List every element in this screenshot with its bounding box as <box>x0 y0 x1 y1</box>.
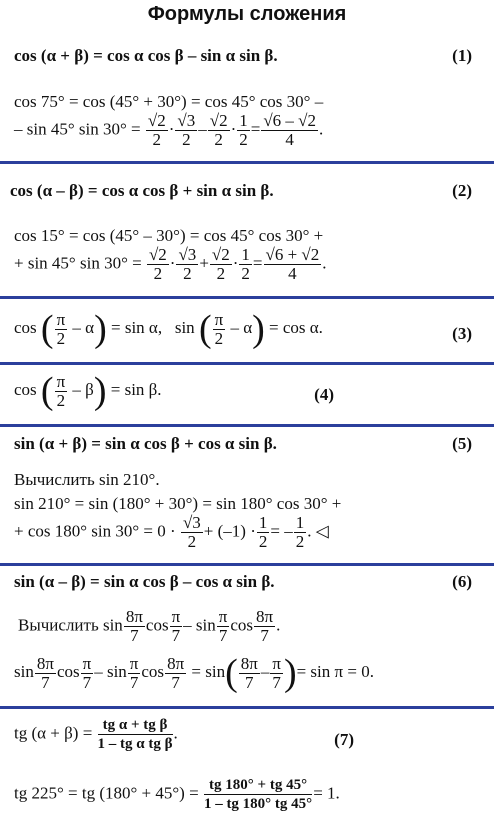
divider <box>0 161 494 164</box>
formula-6-section <box>14 572 484 592</box>
formula-5: sin (α + β) = sin α cos β + cos α sin β. <box>14 434 277 453</box>
formula-2: cos (α – β) = cos α cos β + sin α sin β. <box>10 181 274 200</box>
formula-3-number: (3) <box>452 324 472 343</box>
example-1-text: – sin 45° sin 30° = <box>14 119 141 139</box>
example-2-text: + sin 45° sin 30° = <box>14 253 142 273</box>
formula-2-section <box>10 181 484 201</box>
example-1-line-2: – sin 45° sin 30° = $\frac{√2}{2}$ · $\frac{√3}{2}$ – $\frac{√2}{2}$ · $\frac{1}{2}$ = $\frac{√6 - √2}{4}$ . <box>14 111 324 149</box>
divider <box>0 563 494 566</box>
formula-1-section <box>14 46 484 66</box>
formula-2-number: (2) <box>452 181 472 200</box>
example-1-line-1: cos 75° = cos (45° + 30°) = cos 45° cos 30° – <box>14 92 324 111</box>
formula-4: cos ( $\frac{\pi}{2}$ – β) = sin β. <box>14 370 162 412</box>
formula-5-number: (5) <box>452 434 472 453</box>
formula-7-number: (7) <box>334 730 354 749</box>
divider <box>0 706 494 709</box>
example-5-line-2: + cos 180° sin 30° = 0 · $\frac{√3}{2}$ + (–1) · $\frac{1}{2}$ = – $\frac{1}{2}$ . ◁ <box>14 513 329 551</box>
example-5-task: Вычислить sin 210°. <box>14 470 160 489</box>
divider <box>0 296 494 299</box>
divider <box>0 362 494 365</box>
page-title: Формулы сложения <box>147 3 347 25</box>
formula-4-number: (4) <box>314 385 334 404</box>
formula-6-number: (6) <box>452 572 472 591</box>
example-2-line-1: cos 15° = cos (45° – 30°) = cos 45° cos 30° + <box>14 226 324 245</box>
formula-5-section <box>14 434 484 454</box>
example-2-line-2: + sin 45° sin 30° = $\frac{√2}{2}$ · $\frac{√3}{2}$ + $\frac{√2}{2}$ · $\frac{1}{2}$ = $\frac{√6 + √2}{4}$ . <box>14 245 327 283</box>
formula-3: cos ( $\frac{\pi}{2}$ – α) = sin α, sin ( $\frac{\pi}{2}$ – α) = cos α. <box>14 308 323 350</box>
example-5-line-1: sin 210° = sin (180° + 30°) = sin 180° cos 30° + <box>14 494 342 513</box>
example-6-solution: sin $\frac{8\pi}{7}$ cos $\frac{\pi}{7}$ – sin $\frac{\pi}{7}$ cos $\frac{8\pi}{7}$ = sin( $\frac{8\pi}{7}$ – $\frac{\pi}{7}$ )= sin π = 0. <box>14 652 374 694</box>
formula-7: tg (α + β) = $\frac{\text{tg α + tg β}}{\text{1 – tg α tg β}}$ . <box>14 717 178 752</box>
divider <box>0 424 494 427</box>
example-7: tg 225° = tg (180° + 45°) = $\frac{tg 180^\circ + tg 45^\circ}{1 - tg 180^\circ tg 45^\circ}$ = 1. <box>14 777 340 812</box>
formula-1-number: (1) <box>452 46 472 65</box>
formula-1: cos (α + β) = cos α cos β – sin α sin β. <box>14 46 278 65</box>
formula-6: sin (α – β) = sin α cos β – cos α sin β. <box>14 572 275 591</box>
example-6-task: Вычислить sin $\frac{8\pi}{7}$ cos $\frac{\pi}{7}$ – sin $\frac{\pi}{7}$ cos $\frac{8\pi}{7}$ . <box>18 607 281 645</box>
